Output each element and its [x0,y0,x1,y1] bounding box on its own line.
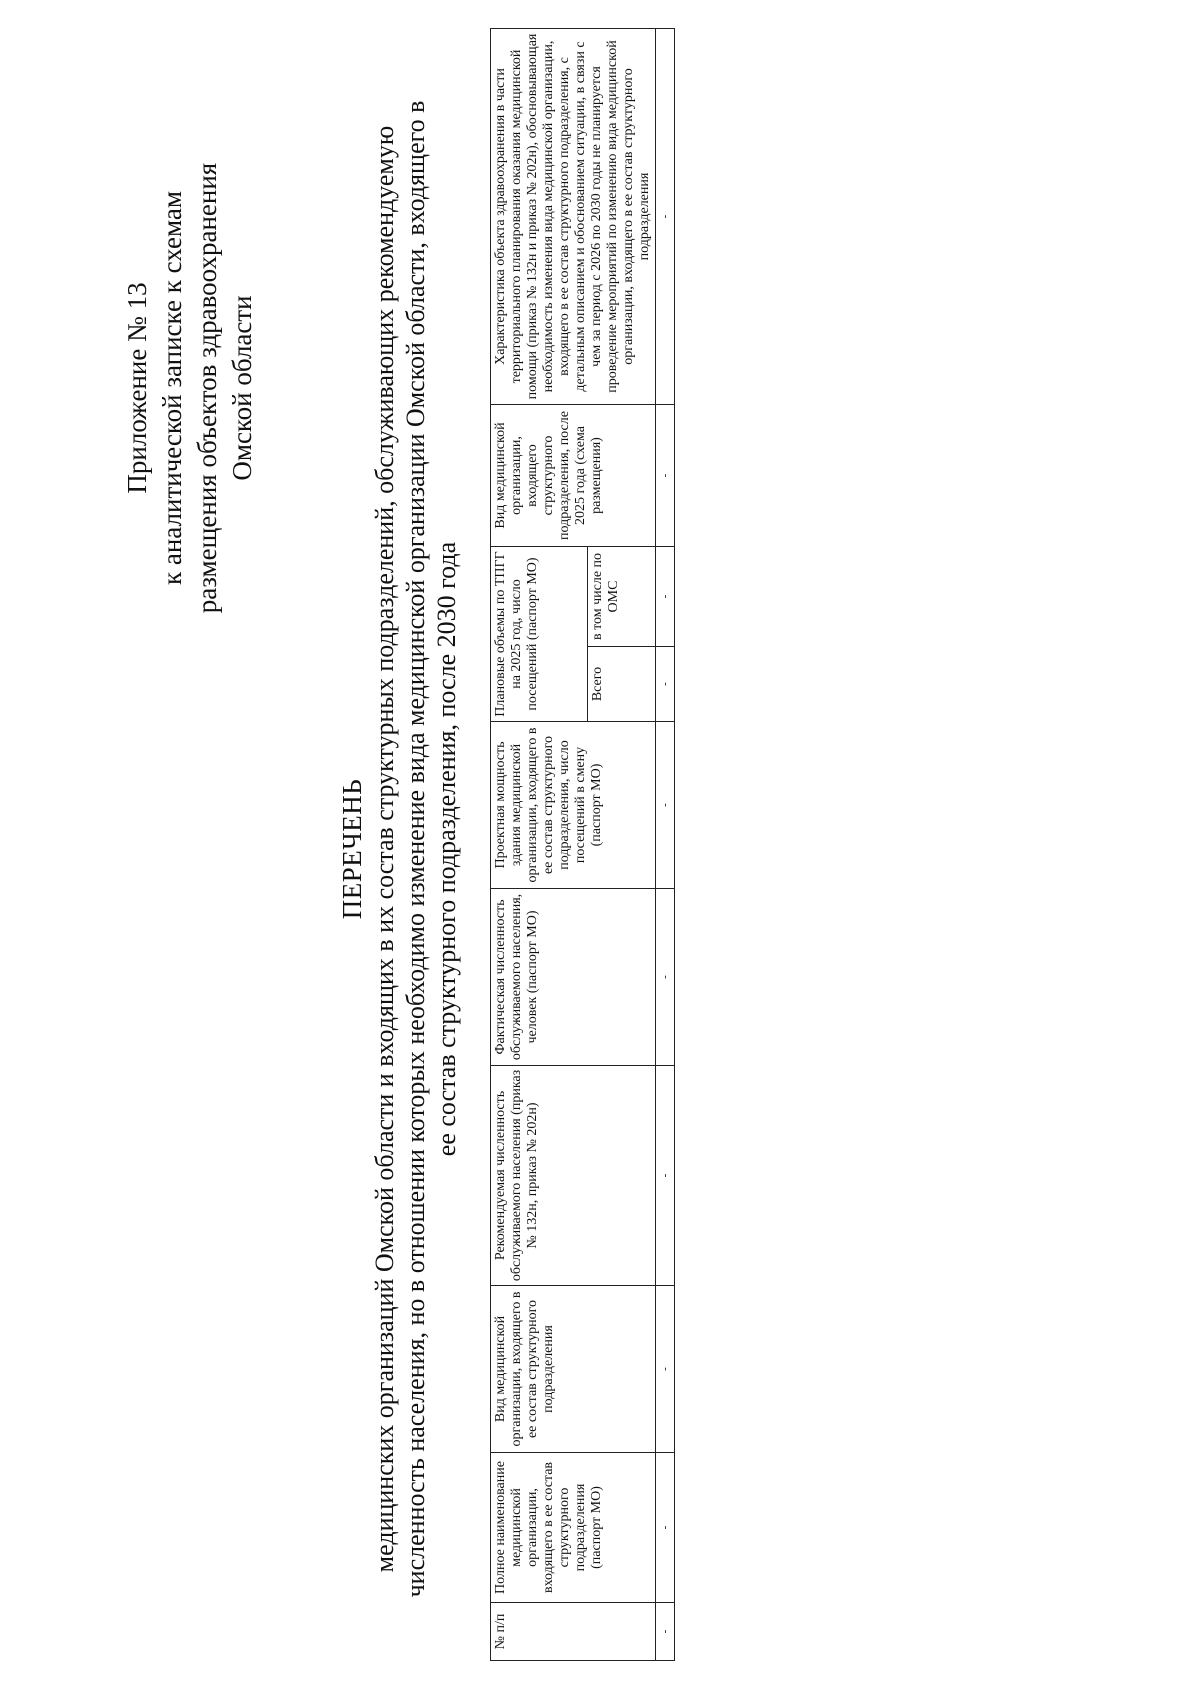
cell-full-name: - [656,1453,675,1603]
organizations-table [490,28,675,1661]
header-planned-total: Всего [588,647,656,722]
header-num: № п/п [491,1603,656,1661]
header-actual-population: Фактическая численность обслуживаемого населения, человек (паспорт МО) [491,889,656,1066]
document-heading [335,40,462,1658]
cell-design-capacity: - [656,722,675,889]
header-planned-oms: в том числе по ОМС [588,547,656,647]
document-subtitle: медицинских организаций Омской области и входящих в их состав структурных подразделений, обслуживающих рекомендуемую численность населения, но в отношении которых необходимо изменение вида медицинской организации Омской области, входящего в ее состав структурного подразделения, после 2030 года [370,100,461,1598]
header-recommended-population: Рекомендуемая численность обслуживаемого населения (приказ № 132н, приказ № 202н) [491,1066,656,1286]
cell-type-after-2025: - [656,405,675,547]
header-design-capacity: Проектная мощность здания медицинской организации, входящего в ее состав структурного подразделения, число посещений в смену (паспорт МО) [491,722,656,889]
cell-characteristic: - [656,29,675,405]
header-planned-volumes: Плановые объемы по ТПГГ на 2025 год, число посещений (паспорт МО) [491,547,588,722]
appendix-line-4: Омской области [227,295,257,481]
header-type-after-2025: Вид медицинской организации, входящего структурного подразделения, после 2025 года (схема размещения) [491,405,656,547]
document-title: ПЕРЕЧЕНЬ [337,778,367,920]
cell-num: - [656,1603,675,1661]
cell-planned-total: - [656,647,675,722]
appendix-line-3: размещения объектов здравоохранения [192,162,222,614]
header-full-name: Полное наименование медицинской организации, входящего в ее состав структурного подразделения (паспорт МО) [491,1453,656,1603]
cell-actual-population: - [656,889,675,1066]
cell-planned-oms: - [656,547,675,647]
table-header-row [491,29,588,1661]
header-org-type: Вид медицинской организации, входящего в ее состав структурного подразделения [491,1286,656,1453]
cell-org-type: - [656,1286,675,1453]
appendix-note [120,108,260,668]
appendix-line-2: к аналитической записке к схемам [157,191,187,585]
cell-recommended-population: - [656,1066,675,1286]
appendix-line-1: Приложение № 13 [122,282,152,494]
table-row [656,29,675,1661]
header-characteristic: Характеристика объекта здравоохранения в части территориального планирования оказания медицинской помощи (приказ № 132н и приказ № 202н), обосновывающая необходимость изменения вида медицинской организации, входящего в ее состав структурного подразделения, с детальным описанием и обоснованием ситуации, в связи с чем за период с 2026 по 2030 годы не планируется проведение мероприятий по изменению вида медицинской организации, входящего в ее состав структурного подразделения [491,29,656,405]
